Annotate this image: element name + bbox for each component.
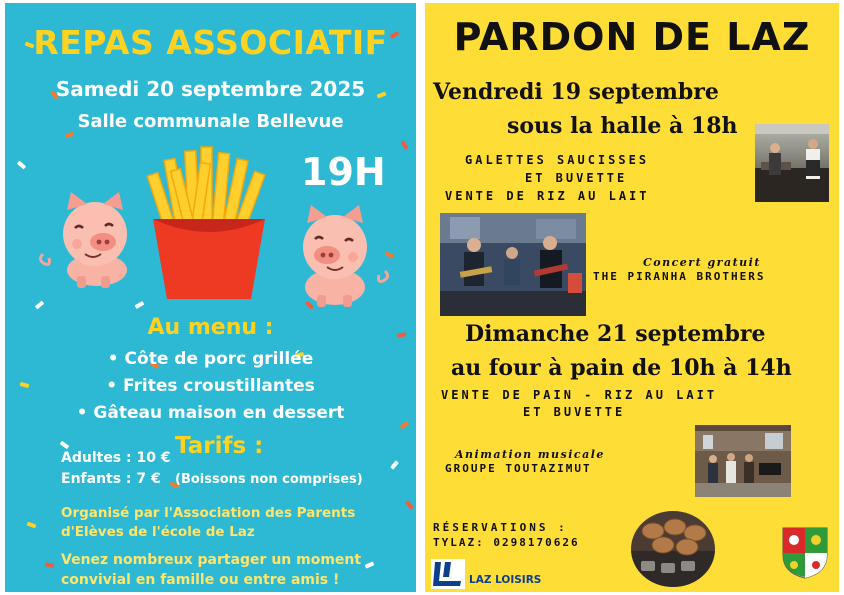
coat-of-arms-icon: [782, 527, 828, 579]
poster-title: PARDON DE LAZ: [453, 15, 811, 59]
friday-location: sous la halle à 18h: [507, 113, 738, 139]
tarifs-heading: Tarifs :: [175, 433, 264, 459]
pig-icon: [39, 188, 139, 288]
price-children: Enfants : 7 €: [61, 471, 161, 487]
confetti-piece: [60, 441, 70, 449]
confetti-piece: [17, 161, 26, 170]
menu-item: • Frites croustillantes: [106, 376, 315, 396]
animation-label: Animation musicale: [455, 448, 605, 461]
reservations-label: RÉSERVATIONS :: [433, 521, 568, 534]
confetti-piece: [65, 132, 75, 139]
group-photo: [695, 425, 791, 497]
sunday-sale: ET BUVETTE: [523, 405, 626, 419]
laz-loisirs-text: LAZ LOISIRS: [469, 574, 542, 586]
pig-icon: [291, 201, 391, 311]
sunday-location: au four à pain de 10h à 14h: [451, 355, 792, 381]
repas-associatif-poster: [5, 3, 416, 592]
animation-group: GROUPE TOUTAZIMUT: [445, 462, 592, 475]
confetti-piece: [401, 140, 409, 150]
sunday-sale: VENTE DE PAIN - RIZ AU LAIT: [441, 388, 718, 402]
friday-food: VENTE DE RIZ AU LAIT: [445, 189, 650, 203]
reservations-phone: TYLAZ: 0298170626: [433, 536, 580, 549]
confetti-piece: [45, 562, 55, 568]
price-adults: Adultes : 10 €: [61, 450, 171, 466]
menu-heading: Au menu :: [147, 315, 274, 340]
event-date: Samedi 20 septembre 2025: [55, 77, 366, 101]
invite-text: convivial en famille ou entre amis !: [61, 572, 340, 588]
bread-photo: [631, 511, 715, 587]
event-venue: Salle communale Bellevue: [77, 111, 344, 132]
menu-item: • Gâteau maison en dessert: [76, 403, 345, 423]
friday-date: Vendredi 19 septembre: [433, 79, 719, 105]
confetti-piece: [27, 522, 37, 529]
friday-food: GALETTES SAUCISSES: [465, 153, 650, 167]
sunday-date: Dimanche 21 septembre: [465, 321, 766, 347]
organizer-text: d'Elèves de l'école de Laz: [61, 524, 255, 540]
confetti-piece: [35, 301, 44, 310]
crepe-photo: [755, 124, 829, 202]
concert-label: Concert gratuit: [643, 256, 761, 269]
fries-icon: [139, 145, 279, 305]
invite-text: Venez nombreux partager un moment: [61, 552, 362, 568]
event-time: 19H: [301, 150, 386, 194]
confetti-piece: [365, 561, 375, 568]
friday-food: ET BUVETTE: [525, 171, 628, 185]
confetti-piece: [390, 460, 399, 469]
drinks-note: (Boissons non comprises): [175, 472, 363, 487]
laz-loisirs-logo: [431, 559, 465, 589]
concert-band: THE PIRANHA BROTHERS: [593, 270, 766, 283]
poster-title: REPAS ASSOCIATIF: [33, 23, 388, 62]
confetti-piece: [405, 500, 414, 509]
menu-item: • Côte de porc grillée: [107, 349, 314, 369]
pardon-de-laz-poster: [425, 3, 839, 592]
band-photo: [440, 213, 586, 316]
organizer-text: Organisé par l'Association des Parents: [61, 505, 356, 521]
